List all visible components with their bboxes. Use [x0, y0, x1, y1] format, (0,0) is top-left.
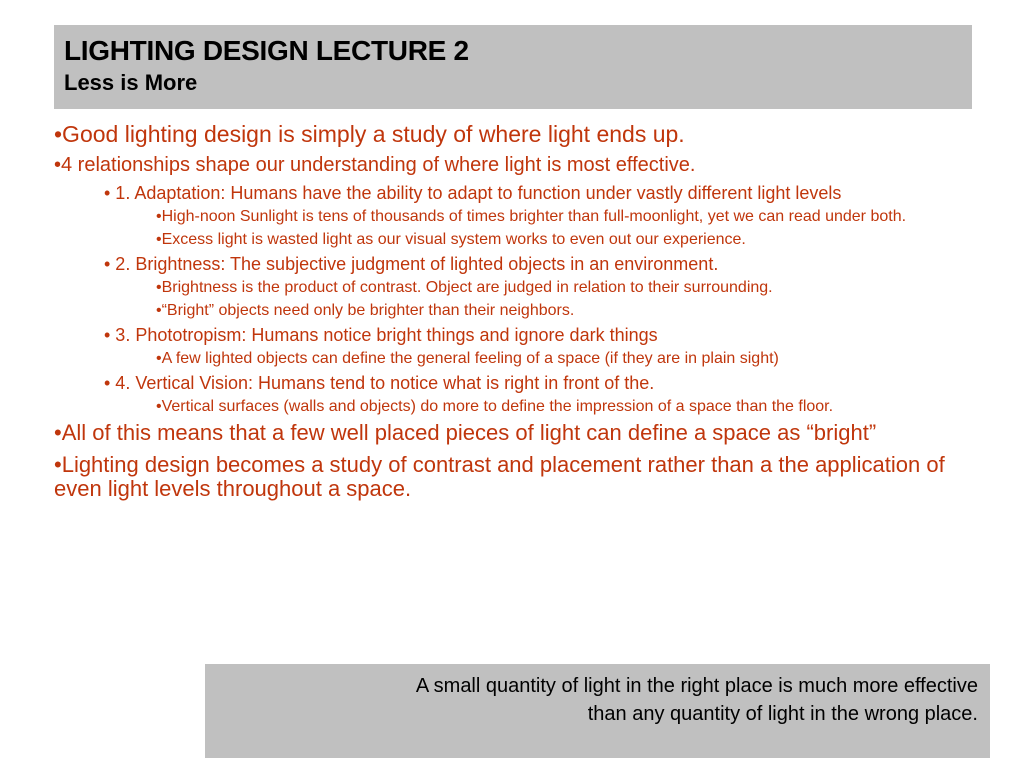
bullet-contrast-placement: •Lighting design becomes a study of contrast and placement rather than a the application of even light levels throughout a space. [54, 452, 945, 501]
bullet-list [54, 122, 984, 509]
quote-line-1: A small quantity of light in the right place is much more effective [415, 675, 978, 697]
bullet-adaptation-sunlight: •High-noon Sunlight is tens of thousands of times brighter than full-moonlight, yet we can read under both. [156, 208, 907, 225]
bullet-four-relationships: •4 relationships shape our understanding of where light is most effective. [54, 154, 696, 176]
bullet-all-of-this: •All of this means that a few well placed pieces of light can define a space as “bright” [54, 420, 877, 445]
bullet-good-lighting: •Good lighting design is simply a study of where light ends up. [54, 121, 685, 147]
bullet-phototropism: • 3. Phototropism: Humans notice bright things and ignore dark things [104, 325, 658, 345]
bullet-adaptation: • 1. Adaptation: Humans have the ability to adapt to function under vastly different light levels [104, 183, 842, 203]
quote-line-2: than any quantity of light in the wrong place. [587, 703, 978, 725]
slide-subtitle: Less is More [64, 70, 198, 95]
bullet-brightness-contrast: •Brightness is the product of contrast. Object are judged in relation to their surrounding. [156, 279, 773, 296]
quote-box [205, 664, 990, 758]
bullet-phototropism-few-objects: •A few lighted objects can define the general feeling of a space (if they are in plain sight) [156, 350, 779, 367]
bullet-vertical-surfaces: •Vertical surfaces (walls and objects) do more to define the impression of a space than the floor. [156, 398, 834, 415]
bullet-adaptation-excess: •Excess light is wasted light as our visual system works to even out our experience. [156, 231, 746, 248]
title-banner [54, 25, 972, 109]
bullet-brightness-neighbors: •“Bright” objects need only be brighter than their neighbors. [156, 302, 575, 319]
bullet-brightness: • 2. Brightness: The subjective judgment of lighted objects in an environment. [104, 254, 719, 274]
slide-title: LIGHTING DESIGN LECTURE 2 [64, 35, 469, 66]
bullet-vertical-vision: • 4. Vertical Vision: Humans tend to notice what is right in front of the. [104, 373, 655, 393]
